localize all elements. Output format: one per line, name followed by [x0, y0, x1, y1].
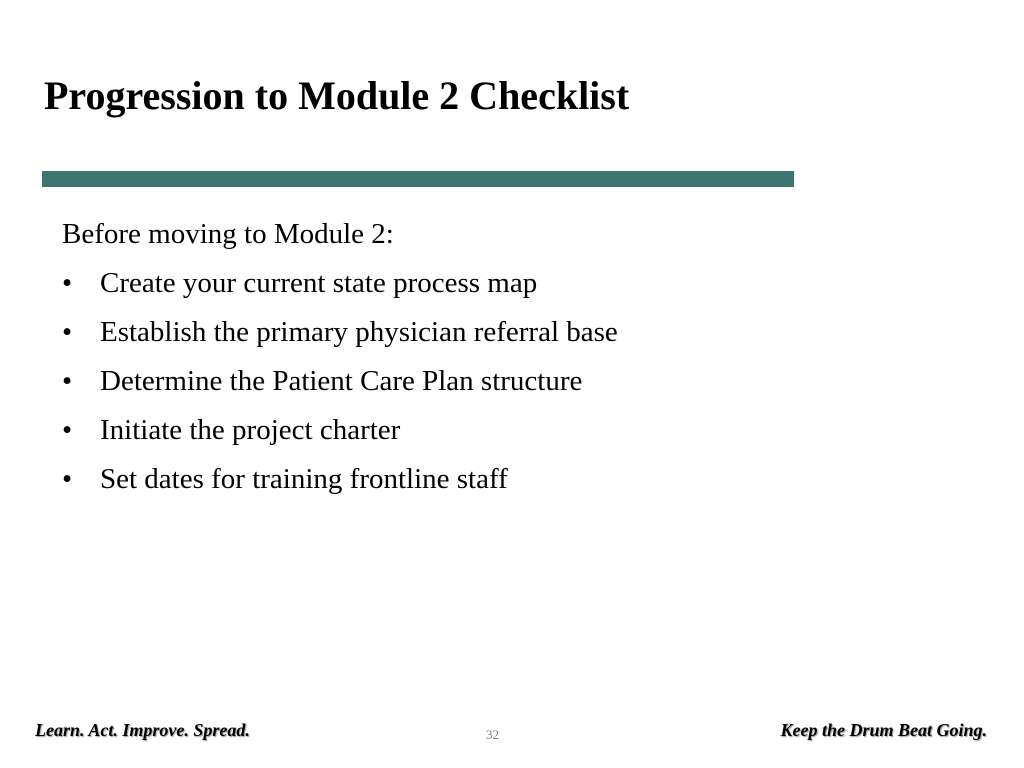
footer-tagline-right: Keep the Drum Beat Going.: [780, 720, 987, 740]
checklist: [62, 259, 962, 504]
title-underline-bar: [42, 171, 794, 187]
checklist-item: [62, 259, 962, 308]
checklist-item-text: Establish the primary physician referral base: [100, 316, 618, 348]
checklist-item-text: Set dates for training frontline staff: [100, 463, 508, 495]
bullet-icon: •: [62, 414, 73, 446]
bullet-icon: •: [62, 365, 73, 397]
checklist-item: [62, 308, 962, 357]
bullet-icon: •: [62, 267, 73, 299]
checklist-item-text: Determine the Patient Care Plan structure: [100, 365, 583, 397]
checklist-item-text: Create your current state process map: [100, 267, 538, 299]
checklist-item: [62, 455, 962, 504]
checklist-item: [62, 406, 962, 455]
slide-title: Progression to Module 2 Checklist: [44, 73, 630, 118]
bullet-icon: •: [62, 463, 73, 495]
footer-tagline-left: Learn. Act. Improve. Spread.: [35, 720, 250, 740]
intro-text: Before moving to Module 2:: [62, 218, 394, 250]
page-number: 32: [486, 727, 499, 742]
bullet-icon: •: [62, 316, 73, 348]
checklist-item: [62, 357, 962, 406]
checklist-item-text: Initiate the project charter: [100, 414, 401, 446]
slide-content: [62, 210, 962, 504]
